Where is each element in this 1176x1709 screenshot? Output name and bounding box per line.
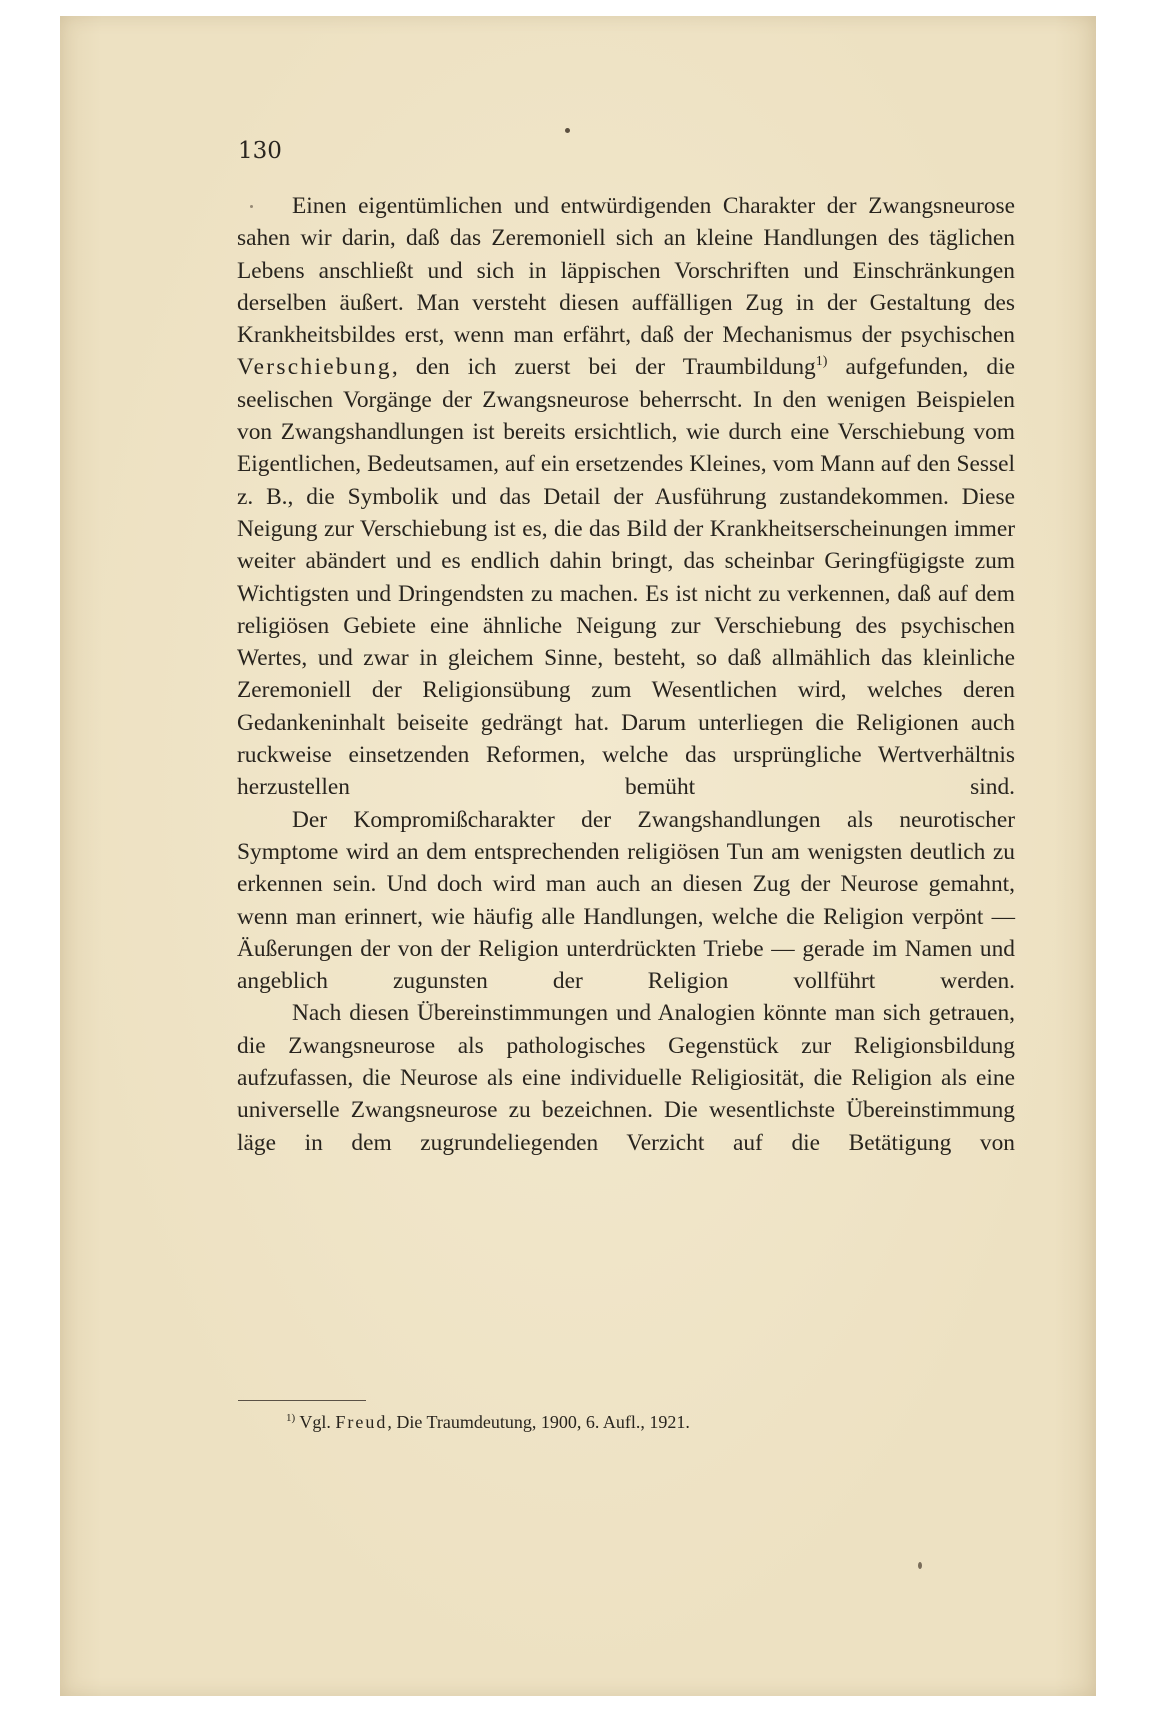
page-number: 130 — [238, 138, 282, 164]
body-text — [237, 190, 1015, 1159]
text-segment: , den ich zuerst bei der Traumbildung — [391, 354, 816, 381]
paper-speck — [565, 128, 570, 133]
text-segment: Einen eigentümlichen und entwürdigenden Charakter der Zwangsneurose sahen wir darin, daß das Zeremoniell sich an kleine Handlungen des täglichen Lebens anschließt und sich in läppischen Vorschriften und Einschränkungen derselben äußert. Man versteht diesen auffälligen Zug in der Gestaltung des Krankheitsbildes erst, wenn man erfährt, daß der Mechanismus der psychischen — [237, 193, 1015, 349]
paragraph-3 — [237, 997, 1015, 1158]
footnote-author: Freud — [335, 1412, 388, 1432]
spaced-emphasis: Verschiebung — [237, 354, 392, 381]
paragraph-1 — [237, 190, 1015, 804]
paper-speck — [250, 205, 253, 208]
footnote — [286, 1412, 690, 1433]
footnote-marker: 1) — [286, 1412, 296, 1424]
text-segment: Der Kompromißcharakter der Zwangshandlungen als neurotischer Symptome wird an dem entsprechenden religiösen Tun am wenigsten deutlich zu erkennen sein. Und doch wird man auch an diesen Zug der Neurose gemahnt, wenn man erinnert, wie häufig alle Handlungen, welche die Religion verpönt — Äußerungen der von der Religion unterdrückten Triebe — gerade im Namen und angeblich zugunsten der Religion vollführt werden. — [237, 806, 1015, 995]
footnote-rule — [238, 1400, 366, 1401]
footnote-prefix: Vgl. — [299, 1412, 331, 1432]
text-segment: aufgefunden, die seelischen Vorgänge der Zwangsneurose beherrscht. In den wenigen Beispielen von Zwangshandlungen ist bereits ersichtlich, wie durch eine Verschiebung vom Eigentlichen, Bedeutsamen, auf ein ersetzendes Kleines, vom Mann auf den Sessel z. B., die Symbolik und das Detail der Ausführung zustandekommen. Diese Neigung zur Verschiebung ist es, die das Bild der Krankheitserscheinungen immer weiter abändert und es endlich dahin bringt, das scheinbar Geringfügigste zum Wichtigsten und Dringendsten zu machen. Es ist nicht zu verkennen, daß auf dem religiösen Gebiete eine ähnliche Neigung zur Verschiebung des psychischen Wertes, und zwar in gleichem Sinne, besteht, so daß allmählich das kleinliche Zeremoniell der Religionsübung zum Wesentlichen wird, welches deren Gedankeninhalt beiseite gedrängt hat. Darum unterliegen die Religionen auch ruckweise einsetzenden Reformen, welche das ursprüngliche Wertverhältnis herzustellen bemüht sind. — [237, 354, 1015, 801]
paragraph-2 — [237, 804, 1015, 998]
paper-speck — [918, 1562, 922, 1569]
text-segment: Nach diesen Übereinstimmungen und Analogien könnte man sich getrauen, die Zwangsneurose als pathologisches Gegenstück zur Religionsbildung aufzufassen, die Neurose als eine individuelle Religiosität, die Religion als eine universelle Zwangsneurose zu bezeichnen. Die wesentlichste Übereinstimmung läge in dem zugrundeliegenden Verzicht auf die Betätigung von — [237, 1000, 1015, 1156]
footnote-reference: 1) — [815, 354, 828, 370]
footnote-text: , Die Traumdeutung, 1900, 6. Aufl., 1921. — [387, 1412, 690, 1432]
